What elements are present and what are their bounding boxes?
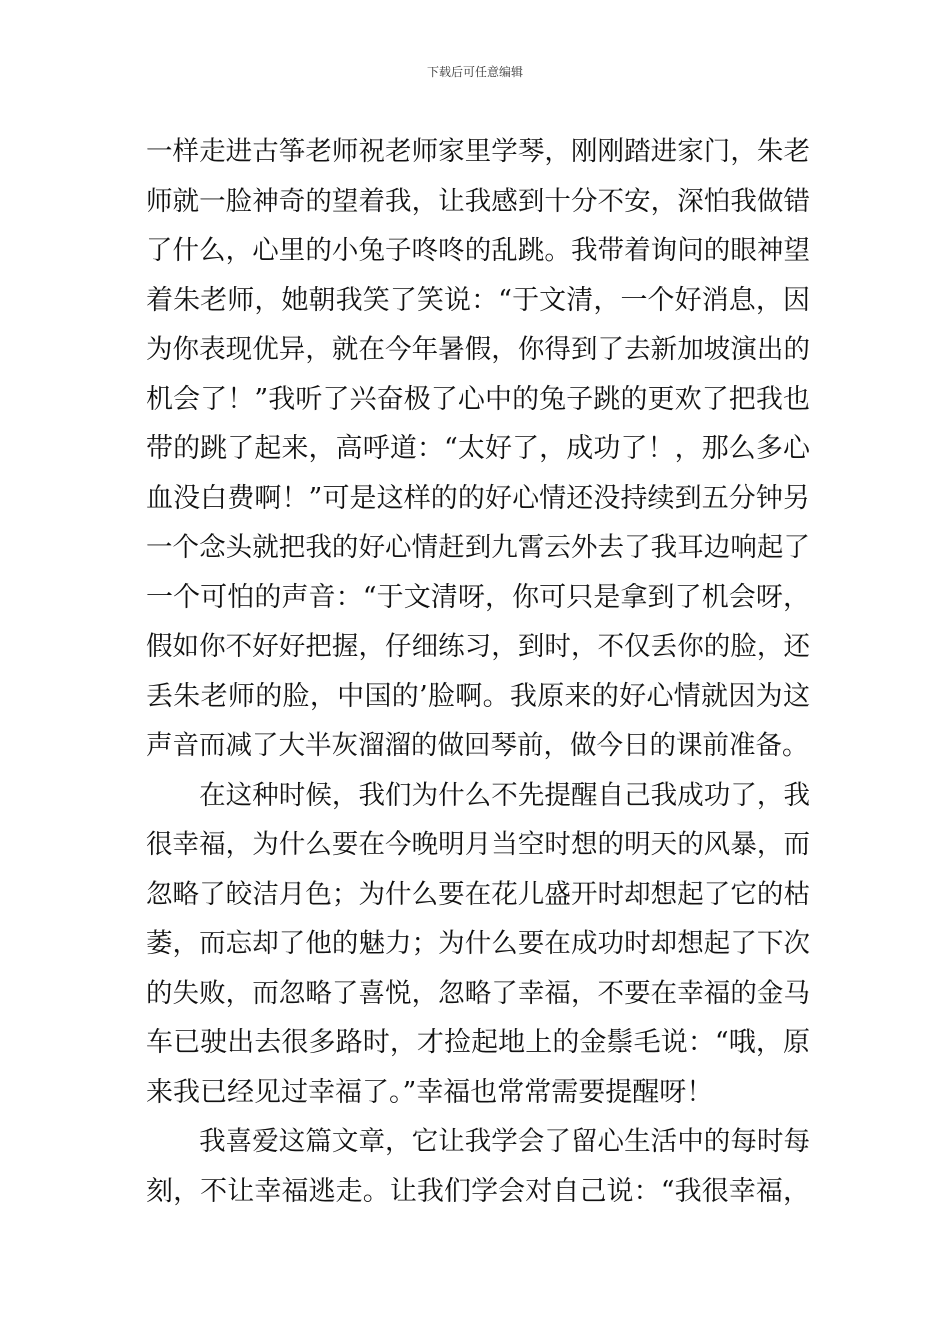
text-line: 带的跳了起来，高呼道：“太好了，成功了！，那么多心 [146,433,810,464]
text-line: 的失败，而忽略了喜悦，忽略了幸福，不要在幸福的金马 [146,978,810,1009]
text-line: 着朱老师，她朝我笑了笑说：“于文清，一个好消息，因 [146,285,810,316]
text-line: 一个念头就把我的好心情赶到九霄云外去了我耳边响起了 [146,532,810,563]
text-line: 机会了！”我听了兴奋极了心中的兔子跳的更欢了把我也 [146,384,810,415]
text-line: 丢朱老师的脸，中国的’脸啊。我原来的好心情就因为这 [146,681,810,712]
text-line: 车已驶出去很多路时，才捡起地上的金鬃毛说：“哦，原 [146,1027,810,1058]
text-line: 一个可怕的声音：“于文清呀，你可只是拿到了机会呀， [146,582,810,613]
text-line: 一样走进古筝老师祝老师家里学琴，刚刚踏进家门，朱老 [146,136,810,167]
text-line: 假如你不好好把握，仔细练习，到时，不仅丢你的脸，还 [146,631,810,662]
text-line: 血没白费啊！”可是这样的的好心情还没持续到五分钟另 [146,483,810,514]
text-line: 了什么，心里的小兔子咚咚的乱跳。我带着询问的眼神望 [146,235,810,266]
text-line: 很幸福，为什么要在今晚明月当空时想的明天的风暴，而 [146,829,810,860]
text-line: 在这种时候，我们为什么不先提醒自己我成功了，我 [146,780,810,811]
text-line: 刻，不让幸福逃走。让我们学会对自己说：“我很幸福， [146,1176,810,1207]
text-line: 我喜爱这篇文章，它让我学会了留心生活中的每时每 [146,1126,810,1157]
text-line: 萎，而忘却了他的魅力；为什么要在成功时却想起了下次 [146,928,810,959]
text-line: 来我已经见过幸福了。”幸福也常常需要提醒呀！ [146,1077,714,1108]
text-line: 忽略了皎洁月色；为什么要在花儿盛开时却想起了它的枯 [146,879,810,910]
text-line: 为你表现优异，就在今年暑假，你得到了去新加坡演出的 [146,334,810,365]
text-line: 师就一脸神奇的望着我，让我感到十分不安，深怕我做错 [146,186,810,217]
text-line: 声音而减了大半灰溜溜的做回琴前，做今日的课前准备。 [146,730,809,761]
page-header: 下载后可任意编辑 [426,65,523,79]
